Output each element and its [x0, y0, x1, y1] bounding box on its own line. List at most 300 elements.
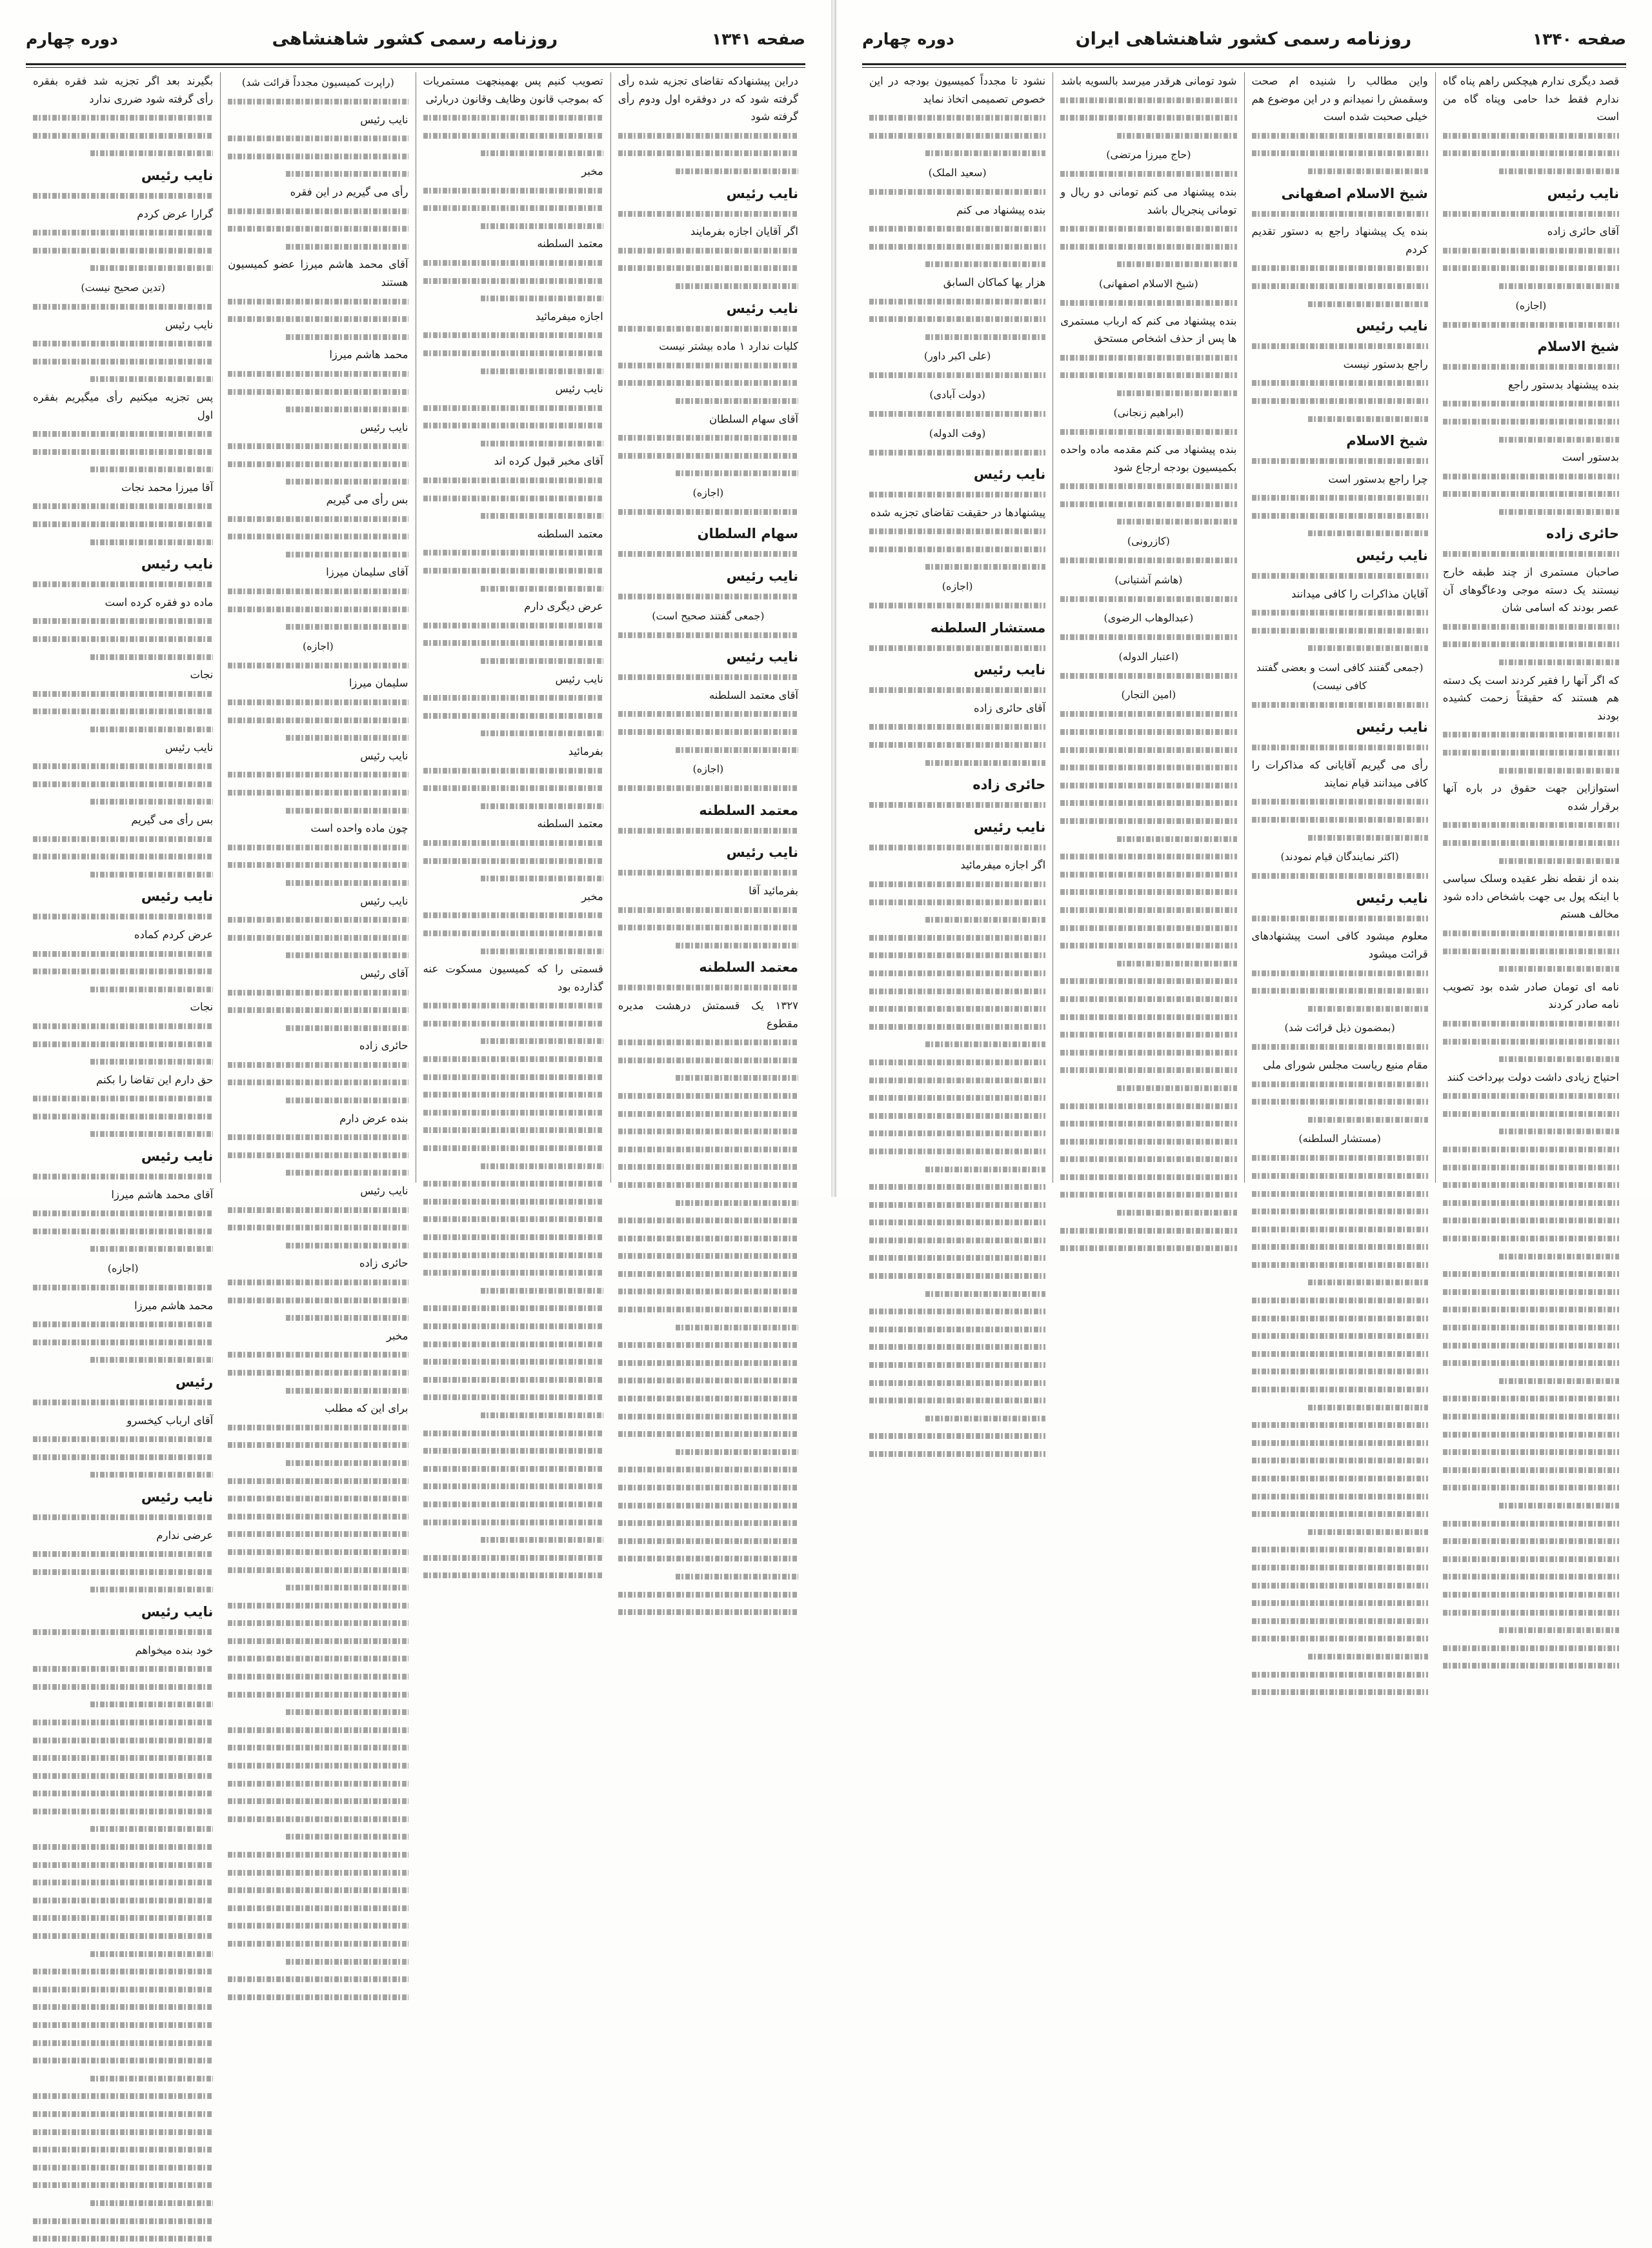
- parenthetical-note: (مستشار السلطنه): [1298, 1132, 1381, 1145]
- text-line: [1252, 793, 1428, 811]
- body-text: نجات: [190, 1001, 214, 1014]
- text-line: [1443, 1230, 1619, 1248]
- text-line: [33, 497, 213, 516]
- text-line: [228, 203, 408, 221]
- text-line: [228, 1971, 408, 1989]
- text-line: [1308, 639, 1428, 657]
- text-line: [33, 963, 213, 981]
- text-line: [1060, 220, 1236, 238]
- text-line: [1252, 739, 1428, 757]
- text-line: [228, 1739, 408, 1757]
- right-page-volume: دوره چهارم: [862, 29, 954, 48]
- text-line: [286, 1953, 408, 1971]
- text-line: [423, 707, 603, 725]
- body-text: اجازه میفرمائید: [535, 310, 603, 323]
- text-line: [1252, 392, 1428, 410]
- speaker-name: نایب رئیس: [726, 568, 798, 585]
- text-line: [33, 1856, 213, 1874]
- text-line: [1252, 1327, 1428, 1345]
- right-page: [836, 0, 1652, 1197]
- text-line: [1499, 960, 1619, 978]
- text-line: [286, 1382, 408, 1400]
- text-line: [33, 1927, 213, 1945]
- text-line: [1252, 622, 1428, 640]
- text-line: [423, 272, 603, 290]
- text-line: [90, 648, 213, 667]
- text-line: [228, 1147, 408, 1165]
- text-line: [228, 1989, 408, 2007]
- text-column: [416, 72, 610, 1183]
- text-line: [1499, 762, 1619, 780]
- parenthetical-note: (تدین صحیح نیست): [81, 281, 165, 294]
- text-line: [90, 1240, 213, 1258]
- text-line: [423, 1229, 603, 1247]
- text-line: [1252, 1488, 1428, 1506]
- text-line: [228, 657, 408, 675]
- text-line: [1443, 1532, 1619, 1551]
- text-line: [33, 335, 213, 353]
- text-line: [228, 1757, 408, 1775]
- text-line: [1252, 1612, 1428, 1631]
- text-line: [33, 1205, 213, 1223]
- text-line: [618, 723, 798, 741]
- text-line: [1060, 238, 1236, 256]
- text-line: [228, 1001, 408, 1019]
- text-line: [618, 545, 798, 563]
- text-line: [618, 705, 798, 723]
- text-line: [869, 541, 1045, 559]
- text-line: [33, 1108, 213, 1126]
- text-line: [228, 130, 408, 148]
- body-text: استوازاین جهت حقوق در باره آنها برقرار شده: [1442, 782, 1619, 812]
- text-line: [1443, 1479, 1619, 1497]
- text-line: [33, 1545, 213, 1563]
- text-line: [869, 183, 1045, 201]
- text-line: [33, 1892, 213, 1910]
- body-text: شود تومانی هرقدر میرسد بالسویه باشد: [1061, 75, 1237, 87]
- text-line: [1443, 1640, 1619, 1658]
- text-line: [33, 1316, 213, 1334]
- speaker-name: نایب رئیس: [1547, 185, 1619, 201]
- text-line: [1252, 1292, 1428, 1310]
- text-line: [1060, 496, 1236, 514]
- text-line: [618, 979, 798, 997]
- text-line: [618, 1212, 798, 1230]
- text-line: [1443, 127, 1619, 145]
- text-line: [33, 1874, 213, 1892]
- text-line: [228, 1508, 408, 1526]
- text-line: [33, 443, 213, 461]
- text-line: [33, 758, 213, 776]
- text-line: [618, 357, 798, 375]
- text-line: [618, 588, 798, 606]
- text-line: [869, 486, 1045, 504]
- text-line: [423, 779, 603, 798]
- body-text: عرضی ندارم: [156, 1529, 214, 1541]
- text-line: [1252, 1363, 1428, 1381]
- text-line: [423, 997, 603, 1015]
- text-line: [618, 919, 798, 937]
- text-line: [1060, 777, 1236, 795]
- text-line: [423, 1567, 603, 1585]
- text-line: [869, 1374, 1045, 1392]
- text-line: [228, 1597, 408, 1615]
- text-line: [33, 2052, 213, 2070]
- text-line: [423, 1210, 603, 1229]
- text-line: [1252, 811, 1428, 829]
- text-line: [33, 2034, 213, 2052]
- text-line: [481, 870, 603, 888]
- text-line: [33, 1785, 213, 1803]
- text-line: [1252, 567, 1428, 585]
- text-line: [869, 310, 1045, 328]
- body-text: نایب رئیس: [360, 113, 408, 126]
- text-line: [423, 1514, 603, 1532]
- text-line: [618, 1141, 798, 1159]
- text-line: [618, 1158, 798, 1176]
- text-line: [481, 435, 603, 453]
- text-line: [90, 259, 213, 277]
- text-line: [33, 908, 213, 926]
- text-line: [228, 220, 408, 238]
- text-line: [1060, 1044, 1236, 1062]
- text-line: [423, 1496, 603, 1514]
- body-text: بفرمائید: [568, 745, 603, 758]
- text-line: [228, 1775, 408, 1793]
- text-line: [33, 1981, 213, 1999]
- parenthetical-note: (کازرونی): [1127, 535, 1170, 548]
- text-line: [1443, 925, 1619, 943]
- text-line: [925, 1410, 1045, 1428]
- body-text: نجات: [190, 668, 214, 681]
- text-line: [1252, 965, 1428, 983]
- text-column: [26, 72, 220, 1656]
- text-line: [423, 925, 603, 943]
- text-line: [1060, 590, 1236, 608]
- text-line: [228, 93, 408, 111]
- text-line: [286, 1237, 408, 1255]
- text-line: [618, 1247, 798, 1265]
- text-line: [869, 405, 1045, 423]
- body-text: مخبر: [581, 165, 603, 177]
- text-line: [1443, 1657, 1619, 1675]
- speaker-name: مستشار السلطنه: [930, 619, 1046, 636]
- text-line: [869, 639, 1045, 657]
- text-line: [286, 473, 408, 491]
- text-line: [481, 507, 603, 525]
- text-line: [618, 1052, 798, 1070]
- text-line: [423, 1121, 603, 1139]
- text-line: [869, 127, 1045, 145]
- body-text: آقای معتمد السلطنه: [709, 688, 798, 701]
- text-line: [1443, 1033, 1619, 1051]
- text-line: [228, 437, 408, 456]
- text-line: [618, 503, 798, 521]
- body-text: نشود تا مجدداً کمیسیون بودجه در این خصوص تصمیمی اتخاذ نماید: [869, 75, 1046, 105]
- text-line: [1060, 990, 1236, 1009]
- body-text: سلیمان میرزا: [348, 677, 408, 690]
- text-line: [90, 1125, 213, 1143]
- text-line: [423, 199, 603, 217]
- text-line: [925, 558, 1045, 576]
- text-line: [1060, 628, 1236, 647]
- text-line: [1252, 145, 1428, 163]
- text-line: [228, 1882, 408, 1900]
- text-line: [869, 1267, 1045, 1285]
- text-line: [286, 1309, 408, 1327]
- text-line: [423, 834, 603, 852]
- text-line: [228, 1686, 408, 1704]
- text-line: [286, 165, 408, 183]
- text-line: [618, 822, 798, 840]
- left-page-volume: دوره چهارم: [26, 29, 118, 48]
- text-line: [481, 798, 603, 816]
- text-line: [33, 1090, 213, 1108]
- text-line: [33, 1838, 213, 1856]
- text-line: [869, 1196, 1045, 1214]
- text-line: [228, 1935, 408, 1953]
- speaker-name: نایب رئیس: [1356, 548, 1428, 564]
- text-line: [925, 145, 1045, 163]
- speaker-name: نایب رئیس: [141, 888, 214, 905]
- text-line: [286, 401, 408, 419]
- text-line: [1252, 1256, 1428, 1274]
- text-line: [869, 1054, 1045, 1072]
- body-text: که اگر آنها را فقیر کردند است یک دسته هم هستند که حقیقتاً زحمت کشیده بودند: [1442, 674, 1619, 722]
- parenthetical-note: (اعتبار الدوله): [1118, 650, 1179, 663]
- text-line: [33, 1334, 213, 1352]
- text-line: [618, 1336, 798, 1354]
- text-line: [1443, 744, 1619, 762]
- body-text: صاحبان مستمری از چند طبقه خارج نیستند یک دسته موجی ودعاگوهای آن عصر بودند که اسامی شان: [1442, 566, 1619, 614]
- text-line: [286, 1579, 408, 1597]
- parenthetical-note: (حاج میرزا مرتضی): [1106, 148, 1191, 161]
- text-line: [423, 1318, 603, 1336]
- parenthetical-note: (امین التجار): [1121, 688, 1176, 701]
- body-text: آقای محمد هاشم میرزا: [111, 1188, 214, 1201]
- text-line: [228, 1201, 408, 1219]
- text-line: [618, 259, 798, 277]
- text-line: [618, 1283, 798, 1301]
- text-line: [1443, 1515, 1619, 1533]
- text-line: [1443, 145, 1619, 163]
- text-line: [228, 528, 408, 546]
- text-line: [1252, 1452, 1428, 1470]
- text-line: [1252, 259, 1428, 277]
- body-text: نایب رئیس: [360, 421, 408, 434]
- text-line: [618, 1087, 798, 1105]
- body-text: آقا میرزا محمد نجات: [121, 481, 214, 494]
- text-line: [1443, 1586, 1619, 1604]
- text-line: [869, 736, 1045, 754]
- text-line: [481, 652, 603, 670]
- text-line: [33, 2230, 213, 2248]
- text-line: [228, 984, 408, 1002]
- text-line: [90, 1053, 213, 1071]
- text-line: [869, 983, 1045, 1001]
- body-text: نایب رئیس: [555, 383, 603, 396]
- text-line: [423, 1175, 603, 1193]
- text-line: [228, 1346, 408, 1364]
- text-line: [618, 1105, 798, 1123]
- text-line: [481, 1282, 603, 1300]
- text-column: [1053, 72, 1244, 1183]
- text-line: [1443, 636, 1619, 654]
- text-line: [618, 1123, 798, 1141]
- text-line: [618, 668, 798, 687]
- text-line: [1060, 723, 1236, 741]
- text-line: [1499, 163, 1619, 181]
- text-line: [869, 1445, 1045, 1463]
- text-line: [286, 328, 408, 346]
- body-text: مخبر: [581, 890, 603, 903]
- text-line: [423, 1353, 603, 1371]
- text-line: [33, 2176, 213, 2194]
- text-line: [1060, 1026, 1236, 1044]
- body-text: نایب رئیس: [555, 672, 603, 685]
- body-text: بنده پیشنهاد می کنم که ارباب مستمری ها پس از حذف اشخاص مستحق: [1060, 314, 1237, 345]
- text-line: [33, 1430, 213, 1449]
- text-line: [423, 1264, 603, 1282]
- text-line: [423, 1139, 603, 1158]
- speaker-name: سهام السلطان: [697, 526, 798, 542]
- speaker-name: نایب رئیس: [141, 167, 214, 183]
- text-line: [1117, 955, 1237, 973]
- text-line: [1308, 1399, 1428, 1417]
- text-line: [925, 911, 1045, 929]
- text-line: [1117, 385, 1237, 403]
- text-line: [228, 1056, 408, 1074]
- body-text: حائری زاده: [359, 1257, 408, 1270]
- body-text: معلوم میشود کافی است پیشنهادهای قرائت میشود: [1251, 930, 1428, 960]
- left-page-columns: [26, 72, 805, 1656]
- text-line: [618, 242, 798, 260]
- text-line: [90, 461, 213, 479]
- body-text: معتمد السلطنه: [537, 237, 603, 250]
- speaker-name: معتمد السلطنه: [699, 802, 798, 818]
- text-line: [618, 1550, 798, 1568]
- text-line: [676, 465, 798, 483]
- text-line: [1252, 1470, 1428, 1488]
- text-line: [33, 224, 213, 242]
- text-line: [869, 1125, 1045, 1143]
- text-line: [423, 109, 603, 127]
- text-line: [1060, 759, 1236, 777]
- text-line: [423, 345, 603, 363]
- text-line: [676, 277, 798, 296]
- text-line: [1252, 1149, 1428, 1167]
- text-line: [33, 1623, 213, 1641]
- text-line: [1252, 1630, 1428, 1648]
- left-page: [0, 0, 831, 1656]
- text-line: [1252, 1434, 1428, 1452]
- text-line: [1252, 1381, 1428, 1399]
- text-line: [228, 310, 408, 328]
- text-line: [1060, 477, 1236, 496]
- text-line: [1499, 654, 1619, 672]
- text-line: [423, 417, 603, 435]
- text-line: [33, 2016, 213, 2034]
- text-line: [869, 718, 1045, 736]
- text-line: [1060, 1098, 1236, 1116]
- body-text: آقای ارباب کیخسرو: [126, 1414, 214, 1427]
- text-line: [869, 1107, 1045, 1125]
- text-line: [423, 1442, 603, 1460]
- text-line: [423, 127, 603, 145]
- text-line: [33, 1279, 213, 1297]
- text-line: [676, 1568, 798, 1586]
- speaker-name: نایب رئیس: [726, 300, 798, 316]
- text-line: [1060, 794, 1236, 812]
- text-line: [33, 425, 213, 443]
- text-line: [423, 182, 603, 200]
- text-line: [618, 901, 798, 919]
- text-line: [1252, 1185, 1428, 1203]
- text-line: [286, 1454, 408, 1472]
- speaker-name: شیخ الاسلام: [1346, 433, 1428, 449]
- parenthetical-note: (سعید الملک): [928, 166, 987, 179]
- body-text: برای این که مطلب: [325, 1402, 408, 1415]
- text-line: [925, 256, 1045, 274]
- speaker-name: رئیس: [176, 1374, 214, 1390]
- body-text: رأی می گیریم آقایانی که مذاکرات را کافی میدانند قیام نمایند: [1251, 759, 1428, 789]
- text-line: [869, 1232, 1045, 1250]
- text-line: [1443, 1265, 1619, 1283]
- text-line: [618, 447, 798, 465]
- text-line: [1252, 1221, 1428, 1239]
- text-line: [228, 1846, 408, 1864]
- right-page-number: صفحه ۱۳۴۰: [1532, 29, 1626, 48]
- text-line: [33, 1767, 213, 1785]
- text-line: [33, 848, 213, 866]
- text-line: [618, 205, 798, 223]
- text-line: [925, 328, 1045, 346]
- body-text: بنده پیشنهاد می کنم: [956, 203, 1046, 216]
- text-line: [423, 1015, 603, 1033]
- text-line: [1252, 277, 1428, 296]
- body-text: معتمد السلطنه: [537, 818, 603, 830]
- text-line: [869, 1427, 1045, 1445]
- text-line: [481, 725, 603, 743]
- text-line: [1117, 1204, 1237, 1222]
- body-text: آقایان مذاکرات را کافی میدانند: [1291, 587, 1428, 600]
- text-line: [228, 510, 408, 528]
- text-line: [1499, 1248, 1619, 1266]
- text-line: [869, 947, 1045, 965]
- text-line: [869, 839, 1045, 857]
- text-line: [618, 1461, 798, 1479]
- text-line: [618, 1034, 798, 1052]
- text-line: [1443, 242, 1619, 260]
- text-line: [33, 1394, 213, 1412]
- text-line: [1443, 1159, 1619, 1177]
- parenthetical-note: (شیخ الاسلام اصفهانی): [1098, 277, 1198, 290]
- parenthetical-note: (جمعی گفتند صحیح است): [652, 609, 765, 622]
- text-line: [1443, 1354, 1619, 1372]
- speaker-name: شیخ الاسلام اصفهانی: [1281, 185, 1428, 201]
- speaker-name: نایب رئیس: [726, 649, 798, 665]
- body-text: قصد دیگری ندارم هیچکس راهم پناه گاه ندارم فقط خدا حامی وپناه گاه من است: [1442, 75, 1619, 123]
- speaker-name: نایب رئیس: [141, 1603, 214, 1620]
- text-line: [1499, 503, 1619, 521]
- body-text: رأی می گیریم در این فقره: [290, 185, 408, 198]
- text-line: [1252, 1038, 1428, 1056]
- text-line: [618, 1390, 798, 1408]
- text-line: [1252, 1203, 1428, 1221]
- text-line: [1117, 1079, 1237, 1098]
- text-line: [1252, 867, 1428, 885]
- body-text: حق دارم این تقاضا را بکنم: [96, 1073, 214, 1086]
